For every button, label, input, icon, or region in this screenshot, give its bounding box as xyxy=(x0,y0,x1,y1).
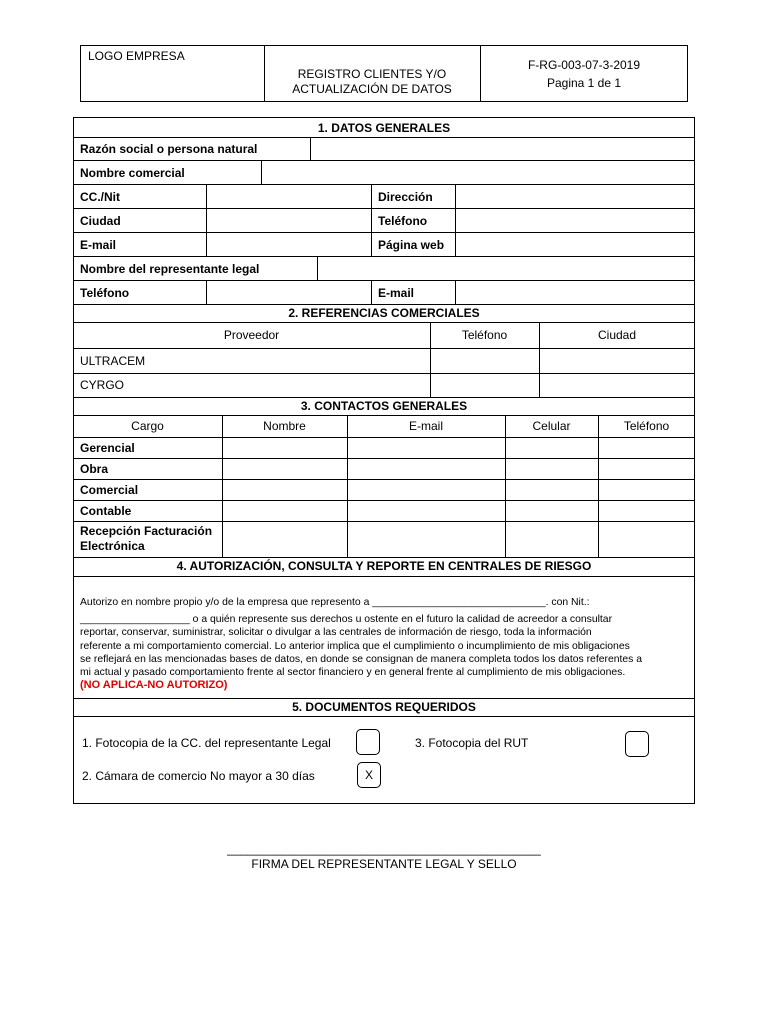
telefono-representante-field[interactable] xyxy=(207,281,371,304)
column-ciudad: Ciudad xyxy=(597,328,637,342)
logo-placeholder: LOGO EMPRESA xyxy=(88,49,185,63)
referencia-ciudad-field[interactable] xyxy=(540,349,694,373)
authorization-line: mi actual y pasado comportamiento frente al sector financiero y en general frente al cumplimiento de mis obligaciones. xyxy=(80,667,626,679)
proveedor-row: ULTRACEM xyxy=(80,354,146,368)
cargo-row: Gerencial xyxy=(80,441,135,455)
document-item-cc: 1. Fotocopia de la CC. del representante Legal xyxy=(82,736,331,750)
form-code: F-RG-003-07-3-2019 xyxy=(527,58,641,72)
label-ciudad: Ciudad xyxy=(80,214,121,228)
section5-title: 5. DOCUMENTOS REQUERIDOS xyxy=(292,700,476,714)
cargo-row: Contable xyxy=(80,504,132,518)
column-proveedor: Proveedor xyxy=(223,328,280,342)
label-telefono-representante: Teléfono xyxy=(80,286,130,300)
referencia-telefono-field[interactable] xyxy=(431,374,539,397)
label-nombre-comercial: Nombre comercial xyxy=(80,166,185,180)
checkbox-camara-checked[interactable]: X xyxy=(357,762,381,788)
section3-title: 3. CONTACTOS GENERALES xyxy=(300,399,468,413)
cargo-row: Comercial xyxy=(80,483,139,497)
section2-title: 2. REFERENCIAS COMERCIALES xyxy=(288,306,480,320)
label-telefono: Teléfono xyxy=(378,214,428,228)
signature-label: FIRMA DEL REPRESENTANTE LEGAL Y SELLO xyxy=(251,857,517,871)
authorization-line: Autorizo en nombre propio y/o de la empresa que represento a ______________________________. con Nit.: xyxy=(80,597,590,608)
column-telefono: Teléfono xyxy=(461,328,508,342)
ciudad-field[interactable] xyxy=(207,209,371,232)
label-email-representante: E-mail xyxy=(378,286,415,300)
label-email: E-mail xyxy=(80,238,117,252)
proveedor-row: CYRGO xyxy=(80,378,125,392)
section1-title: 1. DATOS GENERALES xyxy=(317,121,451,135)
signature-line: _______________________________________________ xyxy=(227,842,541,856)
column-nombre: Nombre xyxy=(263,419,306,433)
authorization-line: reportar, conservar, suministrar, solicitar o divulgar a las centrales de información de riesgo, toda la información xyxy=(80,627,592,639)
no-aplica-note: (NO APLICA-NO AUTORIZO) xyxy=(80,679,228,692)
section4-title: 4. AUTORIZACIÓN, CONSULTA Y REPORTE EN CENTRALES DE RIESGO xyxy=(176,559,592,573)
ccnit-field[interactable] xyxy=(207,185,371,208)
cargo-row: Recepción Facturación xyxy=(80,524,213,538)
cargo-row: Obra xyxy=(80,462,109,476)
column-telefono-contacto: Teléfono xyxy=(623,419,670,433)
column-email: E-mail xyxy=(408,419,443,433)
email-representante-field[interactable] xyxy=(456,281,694,304)
pagina-web-field[interactable] xyxy=(456,233,694,256)
label-representante-legal: Nombre del representante legal xyxy=(80,262,260,276)
email-field[interactable] xyxy=(207,233,371,256)
label-razon-social: Razón social o persona natural xyxy=(80,142,258,156)
checkbox-cc[interactable] xyxy=(356,729,380,755)
label-pagina-web: Página web xyxy=(378,238,445,252)
column-cargo: Cargo xyxy=(131,419,164,433)
referencia-ciudad-field[interactable] xyxy=(540,374,694,397)
direccion-field[interactable] xyxy=(456,185,694,208)
form-title-line1: REGISTRO CLIENTES Y/O xyxy=(297,67,447,81)
authorization-line: ___________________ o a quién represente sus derechos u ostente en el futuro la calidad de acreedor a consultar xyxy=(80,614,613,626)
nombre-comercial-field[interactable] xyxy=(262,161,694,184)
authorization-text xyxy=(80,596,688,692)
razon-social-field[interactable] xyxy=(311,138,694,160)
page-number: Pagina 1 de 1 xyxy=(546,76,622,90)
checkbox-rut[interactable] xyxy=(625,731,649,757)
label-ccnit: CC./Nit xyxy=(80,190,120,204)
representante-legal-field[interactable] xyxy=(318,257,694,280)
document-item-camara: 2. Cámara de comercio No mayor a 30 días xyxy=(82,769,315,783)
authorization-line: referente a mi comportamiento comercial. Lo anterior implica que el cumplimiento o incumplimiento de mis obligaciones xyxy=(80,640,630,652)
referencia-telefono-field[interactable] xyxy=(431,349,539,373)
column-celular: Celular xyxy=(532,419,571,433)
cargo-row-continued: Electrónica xyxy=(80,539,145,553)
authorization-line: se reflejará en las mencionadas bases de datos, en donde se consignan de manera completa todos los datos referentes a xyxy=(80,653,643,665)
label-direccion: Dirección xyxy=(378,190,433,204)
form-title-line2: ACTUALIZACIÓN DE DATOS xyxy=(292,82,452,96)
telefono-field[interactable] xyxy=(456,209,694,232)
document-item-rut: 3. Fotocopia del RUT xyxy=(415,736,529,750)
